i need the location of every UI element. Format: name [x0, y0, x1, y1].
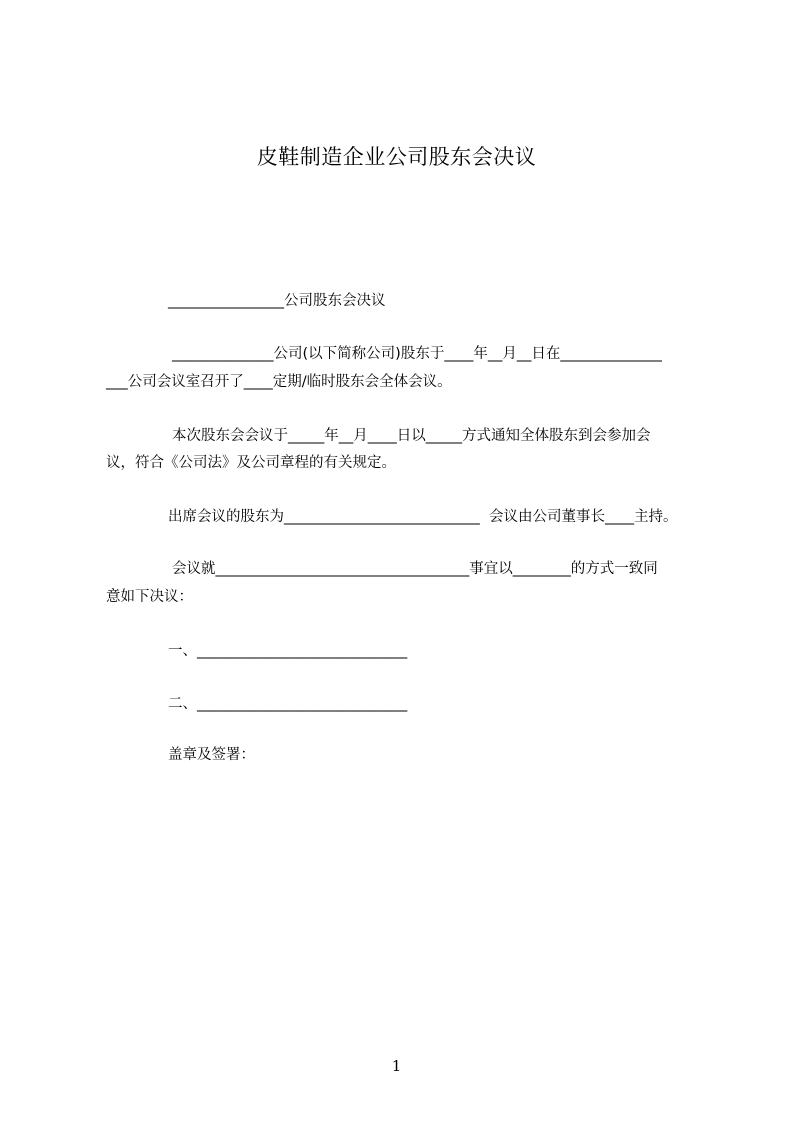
- resolution-heading: ________________公司股东会决议: [168, 293, 386, 309]
- attendees-line: 出席会议的股东为___________________________ 会议由公司董事长____主持。: [168, 509, 678, 525]
- resolution-item-1: 一、_____________________________: [168, 643, 408, 659]
- matters-line-1: 会议就___________________________________事宜以________的方式一致同: [172, 561, 658, 577]
- meeting-info-line-1: ______________公司(以下简称公司)股东于____年__月__日在______________: [172, 346, 662, 362]
- document-title: 皮鞋制造企业公司股东会决议: [256, 145, 537, 169]
- notice-line-1: 本次股东会会议于_____年__月____日以_____方式通知全体股东到会参加会: [172, 428, 651, 444]
- resolution-item-2: 二、_____________________________: [168, 696, 408, 712]
- notice-line-2: 议，符合《公司法》及公司章程的有关规定。: [106, 455, 396, 471]
- page-number: 1: [391, 1057, 402, 1075]
- meeting-info-line-2: ___公司会议室召开了____定期/临时股东会全体会议。: [106, 374, 452, 390]
- matters-line-2: 意如下决议：: [106, 589, 193, 605]
- signature-label: 盖章及签署：: [168, 747, 255, 763]
